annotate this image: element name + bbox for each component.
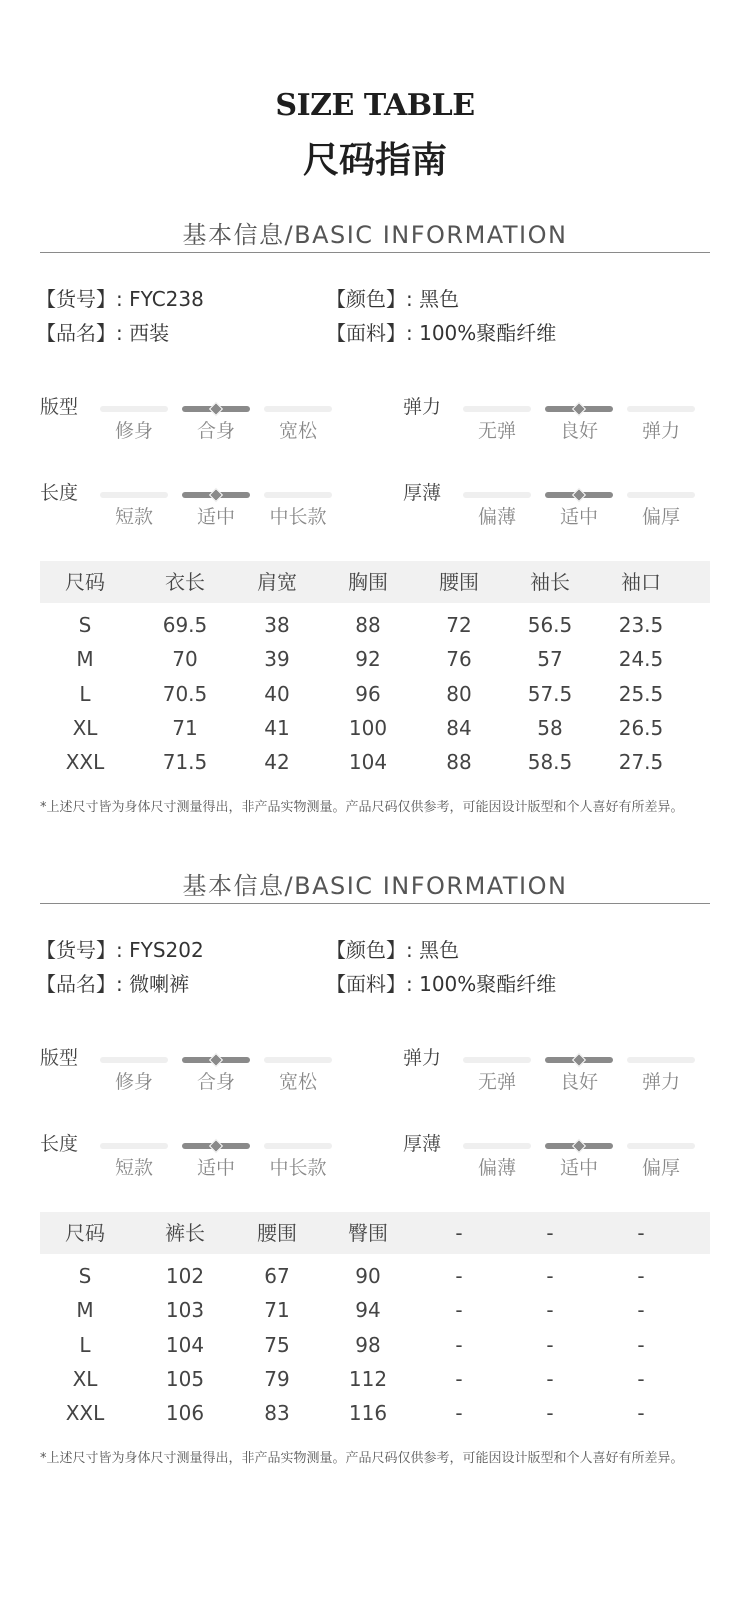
- rating-track: [545, 492, 613, 498]
- rating-option: 修身: [114, 420, 153, 442]
- table-cell: 69.5: [162, 613, 208, 637]
- table-header-cell: 衣长: [165, 570, 205, 594]
- table-cell: -: [455, 1264, 463, 1288]
- table-cell: 83: [264, 1401, 290, 1426]
- rating-marker-icon: [572, 402, 586, 416]
- fabric: 【面料】: 100%聚酯纤维: [326, 321, 557, 345]
- table-cell: 42: [264, 750, 290, 775]
- title-chinese: 尺码指南: [302, 139, 447, 181]
- rating-option: 适中: [196, 506, 235, 528]
- rating-track: [100, 406, 168, 412]
- table-cell: 80: [446, 681, 472, 706]
- table-cell: 38: [264, 613, 290, 637]
- rating-marker-icon: [572, 488, 586, 502]
- fabric: 【面料】: 100%聚酯纤维: [326, 972, 557, 996]
- rating-label: 版型: [40, 396, 79, 418]
- rating-option: 无弹: [477, 1071, 516, 1093]
- table-cell: 106: [165, 1401, 205, 1426]
- table-cell: 92: [355, 647, 381, 672]
- rating-track: [100, 1057, 168, 1063]
- product-name: 【品名】: 西装: [36, 321, 170, 345]
- table-cell: XL: [72, 715, 98, 740]
- table-cell: 71: [172, 715, 198, 740]
- table-header-cell: -: [546, 1221, 554, 1245]
- table-cell: 39: [264, 647, 290, 672]
- table-cell: 98: [355, 1332, 381, 1357]
- rating-track: [463, 492, 531, 498]
- rating-option: 合身: [196, 1071, 235, 1093]
- rating-track: [264, 1057, 332, 1063]
- table-cell: 67: [264, 1264, 290, 1288]
- rating-option: 合身: [196, 420, 235, 442]
- table-cell: 88: [446, 750, 472, 775]
- table-cell: -: [546, 1298, 554, 1323]
- rating-option: 良好: [559, 1071, 598, 1093]
- table-cell: XL: [72, 1366, 98, 1391]
- table-cell: L: [79, 681, 91, 706]
- table-cell: M: [76, 1298, 94, 1323]
- table-cell: S: [78, 1264, 92, 1288]
- rating-option: 适中: [559, 1157, 598, 1179]
- table-cell: 57: [537, 647, 563, 672]
- rating-track: [182, 1143, 250, 1149]
- rating-option: 中长款: [269, 1157, 327, 1179]
- product-color: 【颜色】: 黑色: [326, 287, 460, 311]
- rating-track: [264, 492, 332, 498]
- product-color: 【颜色】: 黑色: [326, 938, 460, 962]
- table-cell: 112: [348, 1366, 388, 1391]
- rating-option: 弹力: [641, 1071, 680, 1093]
- table-cell: 105: [165, 1366, 205, 1391]
- table-cell: -: [455, 1401, 463, 1426]
- table-cell: -: [637, 1366, 645, 1391]
- table-cell: 70.5: [162, 681, 208, 706]
- rating-label: 厚薄: [403, 1133, 442, 1155]
- rating-option: 无弹: [477, 420, 516, 442]
- rating-marker-icon: [209, 1139, 223, 1153]
- rating-track: [627, 406, 695, 412]
- table-cell: -: [546, 1264, 554, 1288]
- rating-track: [545, 406, 613, 412]
- rating-track: [100, 1143, 168, 1149]
- rating-track: [182, 1057, 250, 1063]
- title-english: SIZE TABLE: [275, 88, 475, 123]
- table-cell: 88: [355, 613, 381, 637]
- table-header-cell: 臀围: [348, 1221, 388, 1245]
- table-cell: 116: [348, 1401, 388, 1426]
- table-cell: 57.5: [527, 681, 573, 706]
- table-header-cell: 腰围: [439, 570, 479, 594]
- table-header-cell: 胸围: [348, 570, 388, 594]
- table-cell: 58: [537, 715, 563, 740]
- table-cell: 96: [355, 681, 381, 706]
- table-cell: 25.5: [618, 681, 664, 706]
- table-cell: 100: [348, 715, 388, 740]
- rating-option: 短款: [114, 1157, 153, 1179]
- table-cell: -: [637, 1264, 645, 1288]
- rating-option: 适中: [196, 1157, 235, 1179]
- rating-track: [545, 1057, 613, 1063]
- table-cell: XXL: [65, 1401, 105, 1426]
- rating-option: 良好: [559, 420, 598, 442]
- table-cell: -: [455, 1298, 463, 1323]
- rating-marker-icon: [209, 488, 223, 502]
- table-cell: 75: [264, 1332, 290, 1357]
- rating-label: 长度: [40, 1133, 79, 1155]
- rating-track: [545, 1143, 613, 1149]
- table-header-cell: 袖口: [621, 570, 661, 594]
- rating-label: 弹力: [403, 1047, 442, 1069]
- rating-option: 修身: [114, 1071, 153, 1093]
- table-cell: S: [78, 613, 92, 637]
- table-header-cell: -: [455, 1221, 463, 1245]
- table-cell: 41: [264, 715, 290, 740]
- table-cell: 71: [264, 1298, 290, 1323]
- table-header-cell: 肩宽: [257, 570, 297, 594]
- table-cell: 56.5: [527, 613, 573, 637]
- rating-track: [463, 1057, 531, 1063]
- rating-track: [182, 406, 250, 412]
- rating-track: [463, 406, 531, 412]
- table-cell: 72: [446, 613, 472, 637]
- rating-track: [264, 1143, 332, 1149]
- rating-option: 中长款: [269, 506, 327, 528]
- table-cell: M: [76, 647, 94, 672]
- table-cell: 103: [165, 1298, 205, 1323]
- rating-track: [463, 1143, 531, 1149]
- table-cell: -: [637, 1332, 645, 1357]
- rating-track: [100, 492, 168, 498]
- rating-track: [627, 1143, 695, 1149]
- table-cell: 104: [348, 750, 388, 775]
- rating-label: 厚薄: [403, 482, 442, 504]
- table-cell: 90: [355, 1264, 381, 1288]
- table-header-cell: 尺码: [65, 1221, 105, 1245]
- rating-option: 弹力: [641, 420, 680, 442]
- table-header-cell: 裤长: [165, 1221, 205, 1245]
- rating-label: 长度: [40, 482, 79, 504]
- rating-track: [627, 492, 695, 498]
- rating-marker-icon: [209, 402, 223, 416]
- table-cell: XXL: [65, 750, 105, 775]
- rating-label: 弹力: [403, 396, 442, 418]
- table-cell: 23.5: [618, 613, 664, 637]
- table-cell: -: [637, 1401, 645, 1426]
- rating-option: 短款: [114, 506, 153, 528]
- table-cell: L: [79, 1332, 91, 1357]
- table-cell: 76: [446, 647, 472, 672]
- info-section: [0, 869, 750, 1509]
- table-cell: -: [455, 1332, 463, 1357]
- rating-marker-icon: [572, 1139, 586, 1153]
- table-cell: 84: [446, 715, 472, 740]
- rating-option: 宽松: [278, 1071, 317, 1093]
- table-cell: 94: [355, 1298, 381, 1323]
- table-cell: 24.5: [618, 647, 664, 672]
- table-header-cell: 尺码: [65, 570, 105, 594]
- size-disclaimer: *上述尺寸皆为身体尺寸测量得出，非产品实物测量。产品尺码仅供参考，可能因设计版型和个人喜好有所差异。: [40, 1451, 684, 1466]
- table-cell: 102: [165, 1264, 205, 1288]
- rating-label: 版型: [40, 1047, 79, 1069]
- section-divider: [40, 252, 710, 253]
- rating-track: [264, 406, 332, 412]
- rating-track: [182, 492, 250, 498]
- table-cell: 70: [172, 647, 198, 672]
- section-heading: 基本信息/BASIC INFORMATION: [182, 221, 568, 249]
- rating-option: 偏厚: [641, 1157, 680, 1179]
- table-header-cell: -: [637, 1221, 645, 1245]
- item-number: 【货号】: FYC238: [36, 287, 204, 311]
- table-cell: -: [455, 1366, 463, 1391]
- table-cell: -: [546, 1332, 554, 1357]
- table-cell: 79: [264, 1366, 290, 1391]
- rating-track: [627, 1057, 695, 1063]
- item-number: 【货号】: FYS202: [36, 938, 204, 962]
- rating-marker-icon: [572, 1053, 586, 1067]
- rating-option: 偏厚: [641, 506, 680, 528]
- table-header-cell: 袖长: [530, 570, 570, 594]
- section-heading: 基本信息/BASIC INFORMATION: [182, 872, 568, 900]
- table-cell: 58.5: [527, 750, 573, 775]
- rating-option: 偏薄: [477, 506, 516, 528]
- table-cell: 40: [264, 681, 290, 706]
- rating-option: 偏薄: [477, 1157, 516, 1179]
- rating-marker-icon: [209, 1053, 223, 1067]
- section-divider: [40, 903, 710, 904]
- rating-option: 适中: [559, 506, 598, 528]
- table-cell: 26.5: [618, 715, 664, 740]
- table-cell: -: [546, 1401, 554, 1426]
- table-cell: 71.5: [162, 750, 208, 775]
- table-header-cell: 腰围: [257, 1221, 297, 1245]
- table-cell: -: [546, 1366, 554, 1391]
- table-cell: 104: [165, 1332, 205, 1357]
- info-section: [0, 218, 750, 858]
- table-cell: 27.5: [618, 750, 664, 775]
- size-disclaimer: *上述尺寸皆为身体尺寸测量得出，非产品实物测量。产品尺码仅供参考，可能因设计版型和个人喜好有所差异。: [40, 800, 684, 815]
- table-cell: -: [637, 1298, 645, 1323]
- rating-option: 宽松: [278, 420, 317, 442]
- product-name: 【品名】: 微喇裤: [36, 972, 190, 996]
